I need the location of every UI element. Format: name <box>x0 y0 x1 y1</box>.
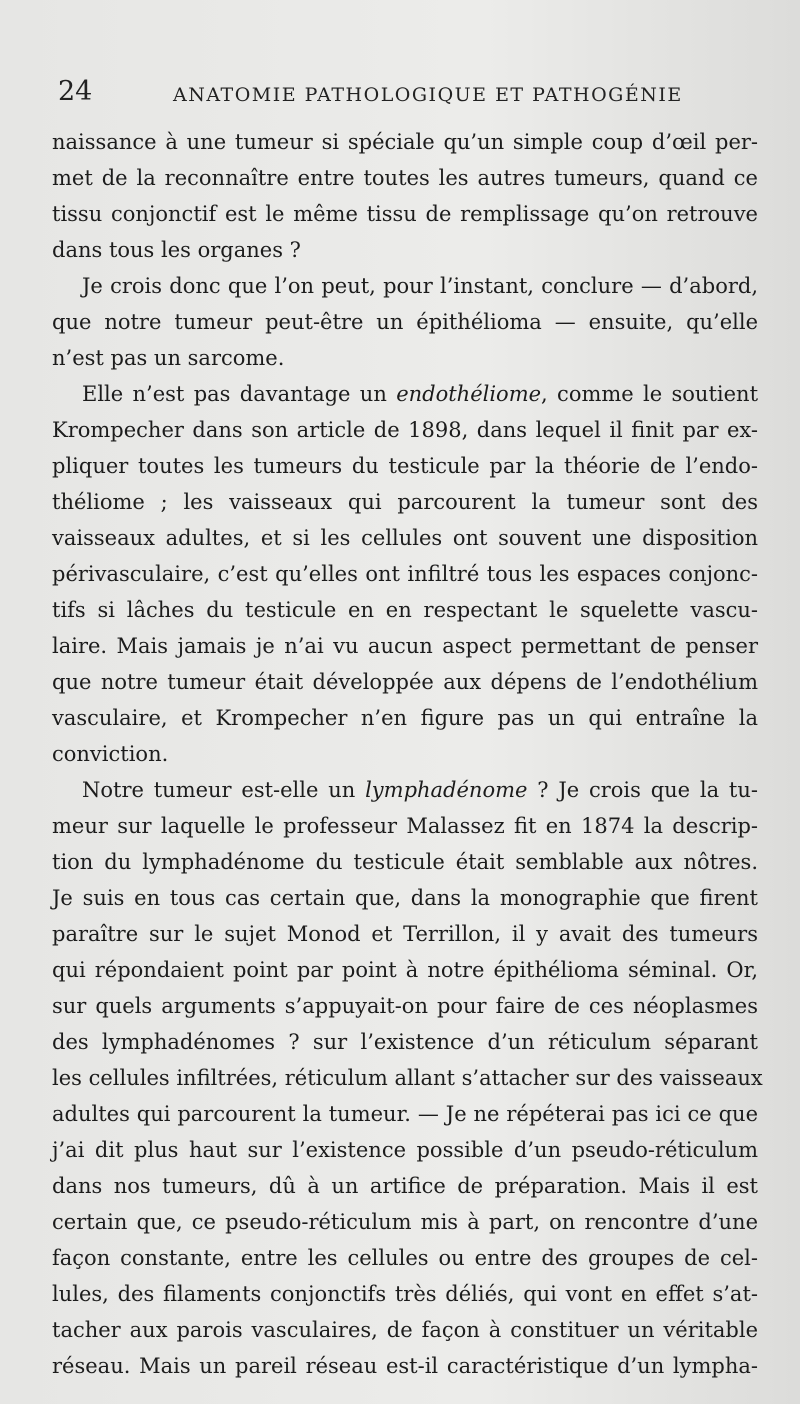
text-line: met de la reconnaître entre toutes les autres tumeurs, quand ce <box>52 166 758 190</box>
text-line: que notre tumeur peut-être un épithélioma — ensuite, qu’elle <box>52 310 758 334</box>
text-line: adultes qui parcourent la tumeur. — Je ne répéterai pas ici ce que <box>52 1102 758 1126</box>
italic-term: endothéliome <box>396 382 542 406</box>
text-line: Je suis en tous cas certain que, dans la monographie que firent <box>52 886 758 910</box>
text-line-with-italic <box>52 376 758 412</box>
text-line: pliquer toutes les tumeurs du testicule par la théorie de l’endo- <box>52 454 758 478</box>
text-line: théliome ; les vaisseaux qui parcourent la tumeur sont des <box>52 490 758 514</box>
text-line: meur sur laquelle le professeur Malassez fit en 1874 la descrip- <box>52 814 758 838</box>
text-line: n’est pas un sarcome. <box>52 346 285 370</box>
text-line: sur quels arguments s’appuyait-on pour faire de ces néoplasmes <box>52 994 758 1018</box>
text-line: naissance à une tumeur si spéciale qu’un simple coup d’œil per- <box>52 130 758 154</box>
text-line: certain que, ce pseudo-réticulum mis à part, on rencontre d’une <box>52 1210 758 1234</box>
text-line: façon constante, entre les cellules ou entre des groupes de cel- <box>52 1246 758 1270</box>
text-line: conviction. <box>52 742 169 766</box>
page-header <box>58 72 758 112</box>
text-line: périvasculaire, c’est qu’elles ont infiltré tous les espaces conjonc- <box>52 562 758 586</box>
text-line: laire. Mais jamais je n’ai vu aucun aspect permettant de penser <box>52 634 758 658</box>
running-title: ANATOMIE PATHOLOGIQUE ET PATHOGÉNIE <box>173 84 683 106</box>
text-line: qui répondaient point par point à notre épithélioma séminal. Or, <box>52 958 758 982</box>
text-line: tifs si lâches du testicule en en respectant le squelette vascu- <box>52 598 758 622</box>
text-line: que notre tumeur était développée aux dépens de l’endothélium <box>52 670 758 694</box>
text-line: vasculaire, et Krompecher n’en figure pas un qui entraîne la <box>52 706 758 730</box>
text-line: dans tous les organes ? <box>52 238 301 262</box>
page-number: 24 <box>58 76 93 107</box>
text-line: tissu conjonctif est le même tissu de remplissage qu’on retrouve <box>52 202 758 226</box>
text-segment: , comme le soutient <box>541 382 759 406</box>
text-line-with-italic <box>52 772 758 808</box>
text-segment: Notre tumeur est-elle un <box>82 778 366 802</box>
text-line: dans nos tumeurs, dû à un artifice de préparation. Mais il est <box>52 1174 758 1198</box>
text-line: j’ai dit plus haut sur l’existence possible d’un pseudo-réticulum <box>52 1138 758 1162</box>
text-line: tacher aux parois vasculaires, de façon à constituer un véritable <box>52 1318 758 1342</box>
text-line: Je crois donc que l’on peut, pour l’instant, conclure — d’abord, <box>82 274 758 298</box>
text-line: tion du lymphadénome du testicule était semblable aux nôtres. <box>52 850 758 874</box>
text-line: réseau. Mais un pareil réseau est-il caractéristique d’un lympha- <box>52 1354 758 1378</box>
text-line: Krompecher dans son article de 1898, dans lequel il finit par ex- <box>52 418 758 442</box>
italic-term: lymphadénome <box>365 778 528 802</box>
text-segment: ? Je crois que la tu- <box>527 778 758 802</box>
text-line: des lymphadénomes ? sur l’existence d’un réticulum séparant <box>52 1030 758 1054</box>
text-line: paraître sur le sujet Monod et Terrillon, il y avait des tumeurs <box>52 922 758 946</box>
text-line: lules, des filaments conjonctifs très déliés, qui vont en effet s’at- <box>52 1282 758 1306</box>
body-text <box>52 124 763 1384</box>
text-line: vaisseaux adultes, et si les cellules ont souvent une disposition <box>52 526 758 550</box>
text-line: les cellules infiltrées, réticulum allant s’attacher sur des vaisseaux <box>52 1066 763 1090</box>
text-segment: Elle n’est pas davantage un <box>82 382 397 406</box>
